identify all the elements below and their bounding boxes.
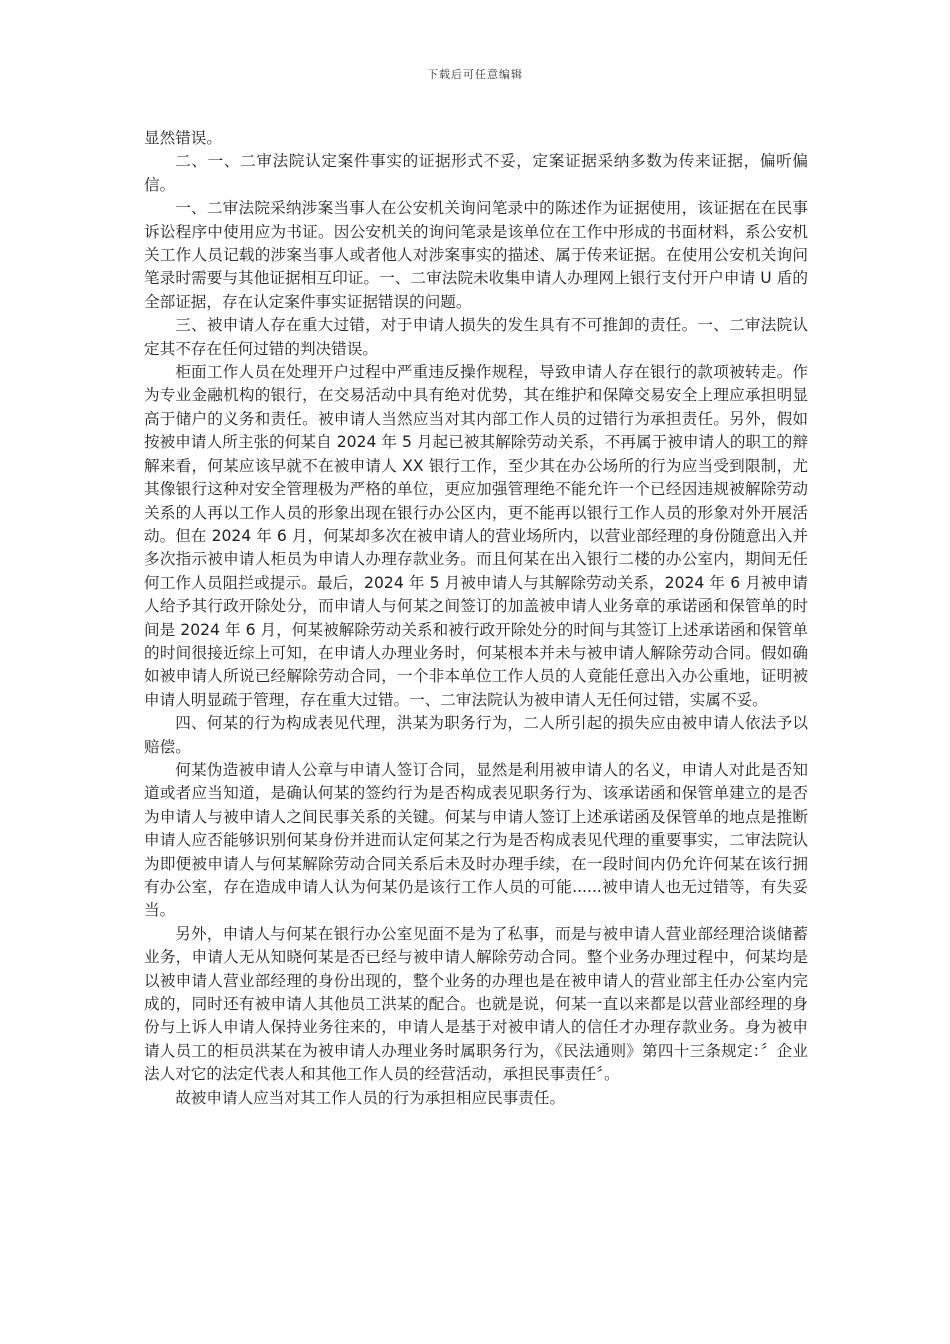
paragraph: 何某伪造被申请人公章与申请人签订合同，显然是利用被申请人的名义，申请人对此是否知道或者应当知道，是确认何某的签约行为是否构成表见职务行为、该承诺函和保管单建立的是否为申请人与被申请人之间民事关系的关键。何某与申请人签订上述承诺函及保管单的地点是推断申请人应否能够识别何某身份并进而认定何某之行为是否构成表见代理的重要事实，二审法院认为即便被申请人与何某解除劳动合同关系后未及时办理手续，在一段时间内仍允许何某在该行拥有办公室，存在造成申请人认为何某仍是该行工作人员的可能......被申请人也无过错等，有失妥当。	[144, 760, 808, 920]
document-body	[144, 127, 808, 1110]
paragraph: 三、被申请人存在重大过错，对于申请人损失的发生具有不可推卸的责任。一、二审法院认定其不存在任何过错的判决错误。	[144, 316, 808, 358]
paragraph: 显然错误。	[144, 129, 222, 147]
page-header: 下载后可任意编辑	[427, 68, 523, 81]
paragraph: 柜面工作人员在处理开户过程中严重违反操作规程，导致申请人存在银行的款项被转走。作为专业金融机构的银行，在交易活动中具有绝对优势，其在维护和保障交易安全上理应承担明显高于储户的义务和责任。被申请人当然应当对其内部工作人员的过错行为承担责任。另外，假如按被申请人所主张的何某自 2024 年 5 月起已被其解除劳动关系，不再属于被申请人的职工的辩解来看，何某应该早就不在被申请人 XX 银行工作，至少其在办公场所的行为应当受到限制，尤其像银行这种对安全管理极为严格的单位，更应加强管理绝不能允许一个已经因违规被解除劳动关系的人再以工作人员的形象出现在银行办公区内，更不能再以银行工作人员的形象对外开展活动。但在 2024 年 6 月，何某却多次在被申请人的营业场所内，以营业部经理的身份随意出入并多次指示被申请人柜员为申请人办理存款业务。而且何某在出入银行二楼的办公室内，期间无任何工作人员阻拦或提示。最后，2024 年 5 月被申请人与其解除劳动关系，2024 年 6 月被申请人给予其行政开除处分，而申请人与何某之间签订的加盖被申请人业务章的承诺函和保管单的时间是 2024 年 6 月，何某被解除劳动关系和被行政开除处分的时间与其签订上述承诺函和保管单的时间很接近综上可知，在申请人办理业务时，何某根本并未与被申请人解除劳动合同。假如确如被申请人所说已经解除劳动合同，一个非本单位工作人员的人竟能任意出入办公重地，证明被申请人明显疏于管理，存在重大过错。一、二审法院认为被申请人无任何过错，实属不妥。	[144, 363, 808, 709]
paragraph: 二、一、二审法院认定案件事实的证据形式不妥，定案证据采纳多数为传来证据，偏听偏信。	[144, 152, 808, 194]
paragraph: 另外，申请人与何某在银行办公室见面不是为了私事，而是与被申请人营业部经理洽谈储蓄业务，申请人无从知晓何某是否已经与被申请人解除劳动合同。整个业务办理过程中，何某均是以被申请人营业部经理的身份出现的，整个业务的办理也是在被申请人的营业部主任办公室内完成的，同时还有被申请人其他员工洪某的配合。也就是说，何某一直以来都是以营业部经理的身份与上诉人申请人保持业务往来的，申请人是基于对被申请人的信任才办理存款业务。身为被申请人员工的柜员洪某在为被申请人办理业务时属职务行为，《民法通则》第四十三条规定：〞企业法人对它的法定代表人和其他工作人员的经营活动，承担民事责任〞。	[144, 924, 808, 1084]
paragraph: 故被申请人应当对其工作人员的行为承担相应民事责任。	[175, 1088, 566, 1107]
paragraph: 四、何某的行为构成表见代理，洪某为职务行为，二人所引起的损失应由被申请人依法予以赔偿。	[144, 714, 808, 756]
paragraph: 一、二审法院采纳涉案当事人在公安机关询问笔录中的陈述作为证据使用，该证据在在民事诉讼程序中使用应为书证。因公安机关的询问笔录是该单位在工作中形成的书面材料，系公安机关工作人员记载的涉案当事人或者他人对涉案事实的描述、属于传来证据。在使用公安机关询问笔录时需要与其他证据相互印证。一、二审法院未收集申请人办理网上银行支付开户申请 U 盾的全部证据，存在认定案件事实证据错误的问题。	[144, 199, 808, 311]
